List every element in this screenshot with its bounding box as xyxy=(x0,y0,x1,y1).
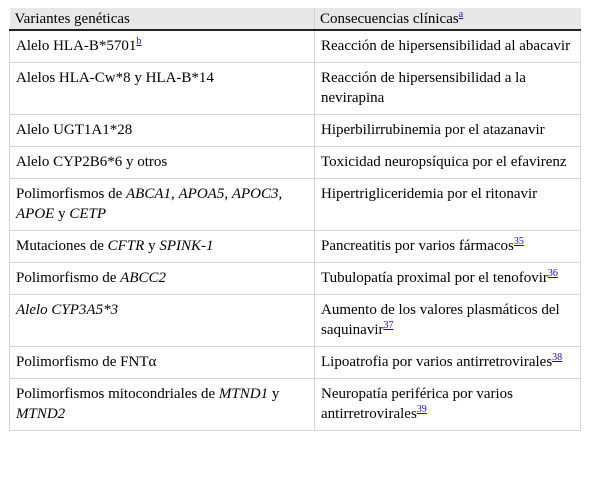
c1-text-segment: CETP xyxy=(69,206,107,222)
c1-text-segment: SPINK-1 xyxy=(159,238,214,254)
c1-text-segment: Polimorfismos mitocondriales de xyxy=(16,386,219,402)
reference-link[interactable]: 36 xyxy=(547,268,558,279)
table-row xyxy=(10,63,581,115)
variant-cell xyxy=(10,379,315,431)
consequence-cell xyxy=(315,295,581,347)
header-genetic-variants xyxy=(10,8,315,30)
reference-link[interactable]: 37 xyxy=(383,320,394,331)
consequence-cell xyxy=(315,379,581,431)
consequence-cell xyxy=(315,179,581,231)
variant-cell xyxy=(10,231,315,263)
variant-cell xyxy=(10,347,315,379)
c1-text-segment: , xyxy=(224,186,232,202)
reference-link[interactable]: 38 xyxy=(552,352,563,363)
reference-link[interactable]: 39 xyxy=(416,404,427,415)
consequence-cell xyxy=(315,30,581,63)
c2-text-segment: Pancreatitis por varios fármacos xyxy=(321,238,514,254)
c2-text-segment: Lipoatrofia por varios antirretrovirales xyxy=(321,354,553,370)
c2-text-segment: Aumento de los valores plasmáticos del saquinavir xyxy=(321,302,560,338)
c1-text-segment: Alelo CYP2B6*6 y otros xyxy=(16,154,168,170)
c2-text-segment: Neuropatía periférica por varios antirretrovirales xyxy=(321,386,513,422)
c1-text-segment: ABCA1 xyxy=(126,186,172,202)
variant-cell xyxy=(10,179,315,231)
header-clinical-consequences xyxy=(315,8,581,30)
table-row xyxy=(10,30,581,63)
c2-text-segment: Tubulopatía proximal por el tenofovir xyxy=(321,270,548,286)
consequence-cell xyxy=(315,347,581,379)
table-body xyxy=(10,30,581,431)
variant-cell xyxy=(10,115,315,147)
variant-cell xyxy=(10,147,315,179)
c1-text-segment: Polimorfismos de xyxy=(16,186,127,202)
table-row xyxy=(10,263,581,295)
table-row xyxy=(10,179,581,231)
c1-text-segment: y xyxy=(144,238,160,254)
consequence-cell xyxy=(315,63,581,115)
c2-text-segment: Reacción de hipersensibilidad a la nevirapina xyxy=(321,70,526,106)
c1-text-segment: MTND1 xyxy=(218,386,269,402)
consequence-cell xyxy=(315,147,581,179)
c1-text-segment: Alelo HLA-B*5701 xyxy=(16,38,137,54)
c1-text-segment: , xyxy=(171,186,179,202)
c1-text-segment: y xyxy=(54,206,70,222)
c1-text-segment: Polimorfismo de xyxy=(16,270,121,286)
variant-cell xyxy=(10,30,315,63)
table-row xyxy=(10,231,581,263)
table-row xyxy=(10,295,581,347)
c1-text-segment: CFTR xyxy=(107,238,145,254)
c1-text-segment: APOA5 xyxy=(178,186,225,202)
c2-text-segment: Hiperbilirrubinemia por el atazanavir xyxy=(321,122,545,138)
c1-text-segment: Mutaciones de xyxy=(16,238,108,254)
consequence-cell xyxy=(315,263,581,295)
c1-text-segment: , xyxy=(278,186,283,202)
c1-text-segment: APOC3 xyxy=(231,186,279,202)
c1-text-segment: Alelo CYP3A5*3 xyxy=(16,302,119,318)
c1-text-segment: Alelos HLA-Cw*8 y HLA-B*14 xyxy=(16,70,214,86)
c1-text-segment: APOE xyxy=(16,206,55,222)
reference-link[interactable]: 35 xyxy=(513,236,524,247)
genetic-variants-table xyxy=(9,8,581,431)
c1-text-segment: y xyxy=(268,386,280,402)
c2-text-segment: Hipertrigliceridemia por el ritonavir xyxy=(321,186,538,202)
c2-text-segment: Toxicidad neuropsíquica por el efavirenz xyxy=(321,154,567,170)
c2-text-segment: Reacción de hipersensibilidad al abacavir xyxy=(321,38,571,54)
consequence-cell xyxy=(315,115,581,147)
consequence-cell xyxy=(315,231,581,263)
table-row xyxy=(10,147,581,179)
header-col2-label: Consecuencias clínicas xyxy=(320,10,459,27)
header-col1-label: Variantes genéticas xyxy=(14,10,130,27)
c1-text-segment: MTND2 xyxy=(16,406,66,422)
variant-cell xyxy=(10,263,315,295)
table-row xyxy=(10,379,581,431)
c1-text-segment: Polimorfismo de FNTα xyxy=(16,354,157,370)
variant-cell xyxy=(10,295,315,347)
table-row xyxy=(10,115,581,147)
footnote-link-a[interactable]: a xyxy=(458,8,464,20)
table-row xyxy=(10,347,581,379)
c1-text-segment: ABCC2 xyxy=(120,270,167,286)
reference-link[interactable]: b xyxy=(136,36,142,47)
c1-text-segment: Alelo UGT1A1*28 xyxy=(16,122,133,138)
variant-cell xyxy=(10,63,315,115)
table-header-row xyxy=(10,8,581,30)
